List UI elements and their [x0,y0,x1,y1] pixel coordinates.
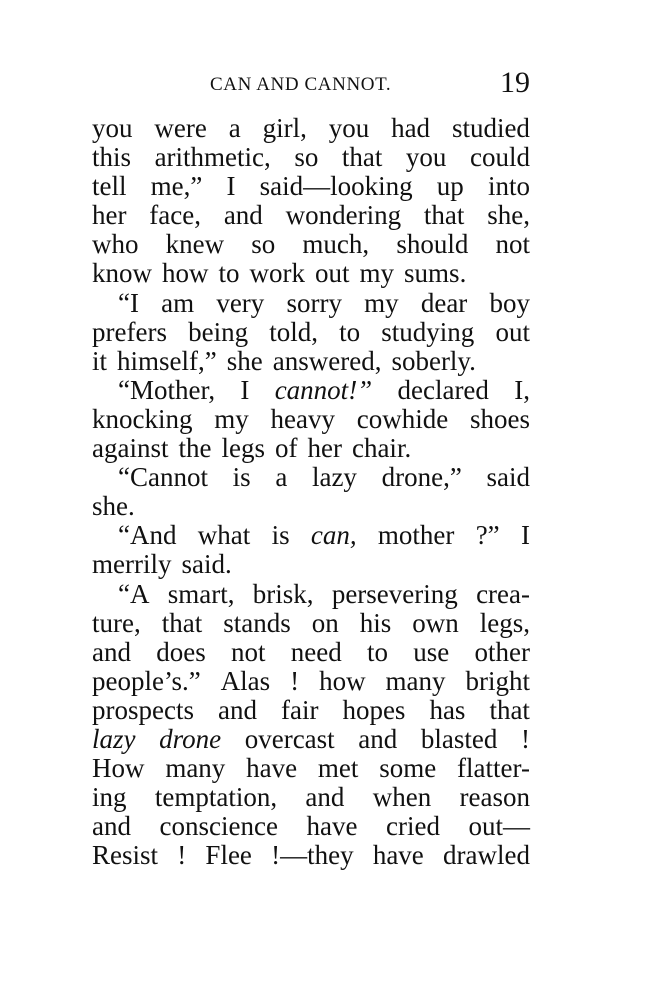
word: and [223,200,263,231]
word: merrily [92,549,172,580]
word: you [92,113,133,143]
word: !—they [271,840,354,871]
word: much, [302,229,370,260]
word: drone,” [381,462,462,493]
word: I [240,374,250,405]
word: declared [397,374,489,405]
word: against [92,433,169,464]
word: studying [381,316,475,347]
word: crea- [476,578,530,609]
word: face, [149,200,201,231]
word: soberly. [391,345,476,376]
word: can, [310,520,357,551]
running-title: CAN AND CANNOT. [210,74,392,95]
text-line [92,550,530,579]
word: very [216,287,265,318]
word: she. [92,491,135,522]
word: you [405,142,447,173]
word: use [413,636,450,667]
text-line [92,521,530,550]
word: drawled [442,840,530,871]
word: mother [377,520,455,551]
word: said [486,462,530,493]
text-line [92,318,530,347]
word: legs [221,433,265,464]
text-line [92,696,530,725]
text-line [92,725,530,754]
text-line [92,434,530,463]
word: have [246,753,298,784]
word: and [305,782,345,813]
word: ing [92,782,127,813]
word: legs, [479,607,530,638]
word: Resist [92,840,159,871]
word: that [341,142,383,173]
word: knocking [92,403,193,434]
word: up [436,171,464,202]
word: into [487,171,530,202]
word: she, [487,200,530,231]
word: arithmetic, [154,142,271,173]
word: lazy [311,462,357,493]
text-line [92,347,530,376]
word: does [156,636,206,667]
word: ?” [475,520,500,551]
text-line [92,638,530,667]
word: to [366,636,388,667]
word: this [92,142,132,173]
word: I [226,171,236,202]
text-line [92,114,530,143]
text-line [92,841,530,870]
word: many [385,665,446,696]
word: I [520,520,530,551]
word: cannot!” [274,374,373,405]
text-line [92,783,530,812]
word: and [217,694,257,725]
text-line [92,230,530,259]
word: she [226,345,263,376]
word: himself,” [117,345,217,376]
word: what [197,520,251,551]
word: smart, [167,578,235,609]
word: own [412,607,459,638]
word: to [339,316,361,347]
word: to [218,258,240,289]
word: told, [269,316,318,347]
body-text [92,114,530,870]
word: it [92,345,108,376]
word: had [391,113,431,143]
word: being [188,316,249,347]
text-line [92,812,530,841]
word: is [271,520,290,551]
word: sorry [286,287,342,318]
word: the [178,433,212,464]
word: met [317,753,359,784]
word: out [495,316,530,347]
word: some [379,753,437,784]
text-line [92,289,530,318]
word: you [328,113,370,143]
word: many [165,753,226,784]
word: girl, [262,113,307,143]
word: a [228,113,241,143]
page-number: 19 [500,66,530,99]
word: so [251,229,276,260]
word: how [319,665,366,696]
word: shoes [469,403,530,434]
word: persevering [331,578,458,609]
word: overcast [244,723,335,754]
word: “Mother, [118,374,216,405]
word: Alas [220,665,271,696]
text-line [92,172,530,201]
word: “A [118,578,150,609]
text-line [92,201,530,230]
word: I, [514,374,530,405]
text-line [92,492,530,521]
word: answered, [272,345,382,376]
running-head [92,66,530,102]
text-line [92,667,530,696]
word: how [162,258,209,289]
word: people’s.” [92,665,201,696]
word: “I [118,287,139,318]
word: a [275,462,288,493]
word: wondering [285,200,402,231]
word: my [359,258,395,289]
word: me,” [150,171,203,202]
text-line [92,259,530,288]
word: need [290,636,342,667]
word: of [274,433,298,464]
word: and [92,636,131,667]
text-line [92,580,530,609]
word: flatter- [457,753,530,784]
word: that [489,694,530,725]
text-line [92,376,530,405]
word: said—looking [259,171,413,202]
word: drone [159,723,222,754]
word: my [214,403,249,434]
word: know [92,258,152,289]
text-line [92,143,530,172]
word: hopes [342,694,406,725]
word: should [396,229,469,260]
word: bright [465,665,530,696]
word: knew [165,229,225,260]
word: prospects [92,694,194,725]
word: fair [280,694,319,725]
word: not [495,229,530,260]
word: and [358,723,398,754]
word: temptation, [154,782,278,813]
text-line [92,754,530,783]
word: out [315,258,350,289]
word: my [364,287,399,318]
word: blasted [420,723,498,754]
word: other [474,636,530,667]
word: is [232,462,251,493]
word: “Cannot [118,462,208,493]
text-line [92,463,530,492]
word: chair. [351,433,412,464]
word: that [161,607,203,638]
word: cowhide [356,403,449,434]
word: lazy [92,723,136,754]
word: studied [451,113,530,143]
word: so [294,142,319,173]
word: said. [181,549,232,580]
word: and [92,811,131,842]
word: on [311,607,339,638]
text-line [92,609,530,638]
word: ! [520,723,530,754]
word: ture, [92,607,141,638]
word: out— [468,811,530,842]
word: dear [420,287,468,318]
word: who [92,229,139,260]
word: her [92,200,127,231]
word: has [429,694,466,725]
word: tell [92,171,127,202]
word: heavy [270,403,335,434]
word: have [306,811,358,842]
text-line [92,405,530,434]
word: conscience [159,811,278,842]
word: prefers [92,316,167,347]
word: am [161,287,195,318]
word: Flee [205,840,252,871]
word: boy [489,287,530,318]
word: brisk, [252,578,314,609]
word: not [230,636,266,667]
word: ! [290,665,300,696]
word: when [372,782,432,813]
word: have [372,840,424,871]
word: cried [385,811,440,842]
word: his [359,607,392,638]
word: ! [177,840,187,871]
word: “And [118,520,177,551]
word: could [469,142,530,173]
word: work [249,258,306,289]
word: her [307,433,342,464]
word: were [154,113,207,143]
word: How [92,753,145,784]
word: sums. [404,258,467,289]
word: reason [459,782,530,813]
word: stands [223,607,291,638]
word: that [423,200,465,231]
